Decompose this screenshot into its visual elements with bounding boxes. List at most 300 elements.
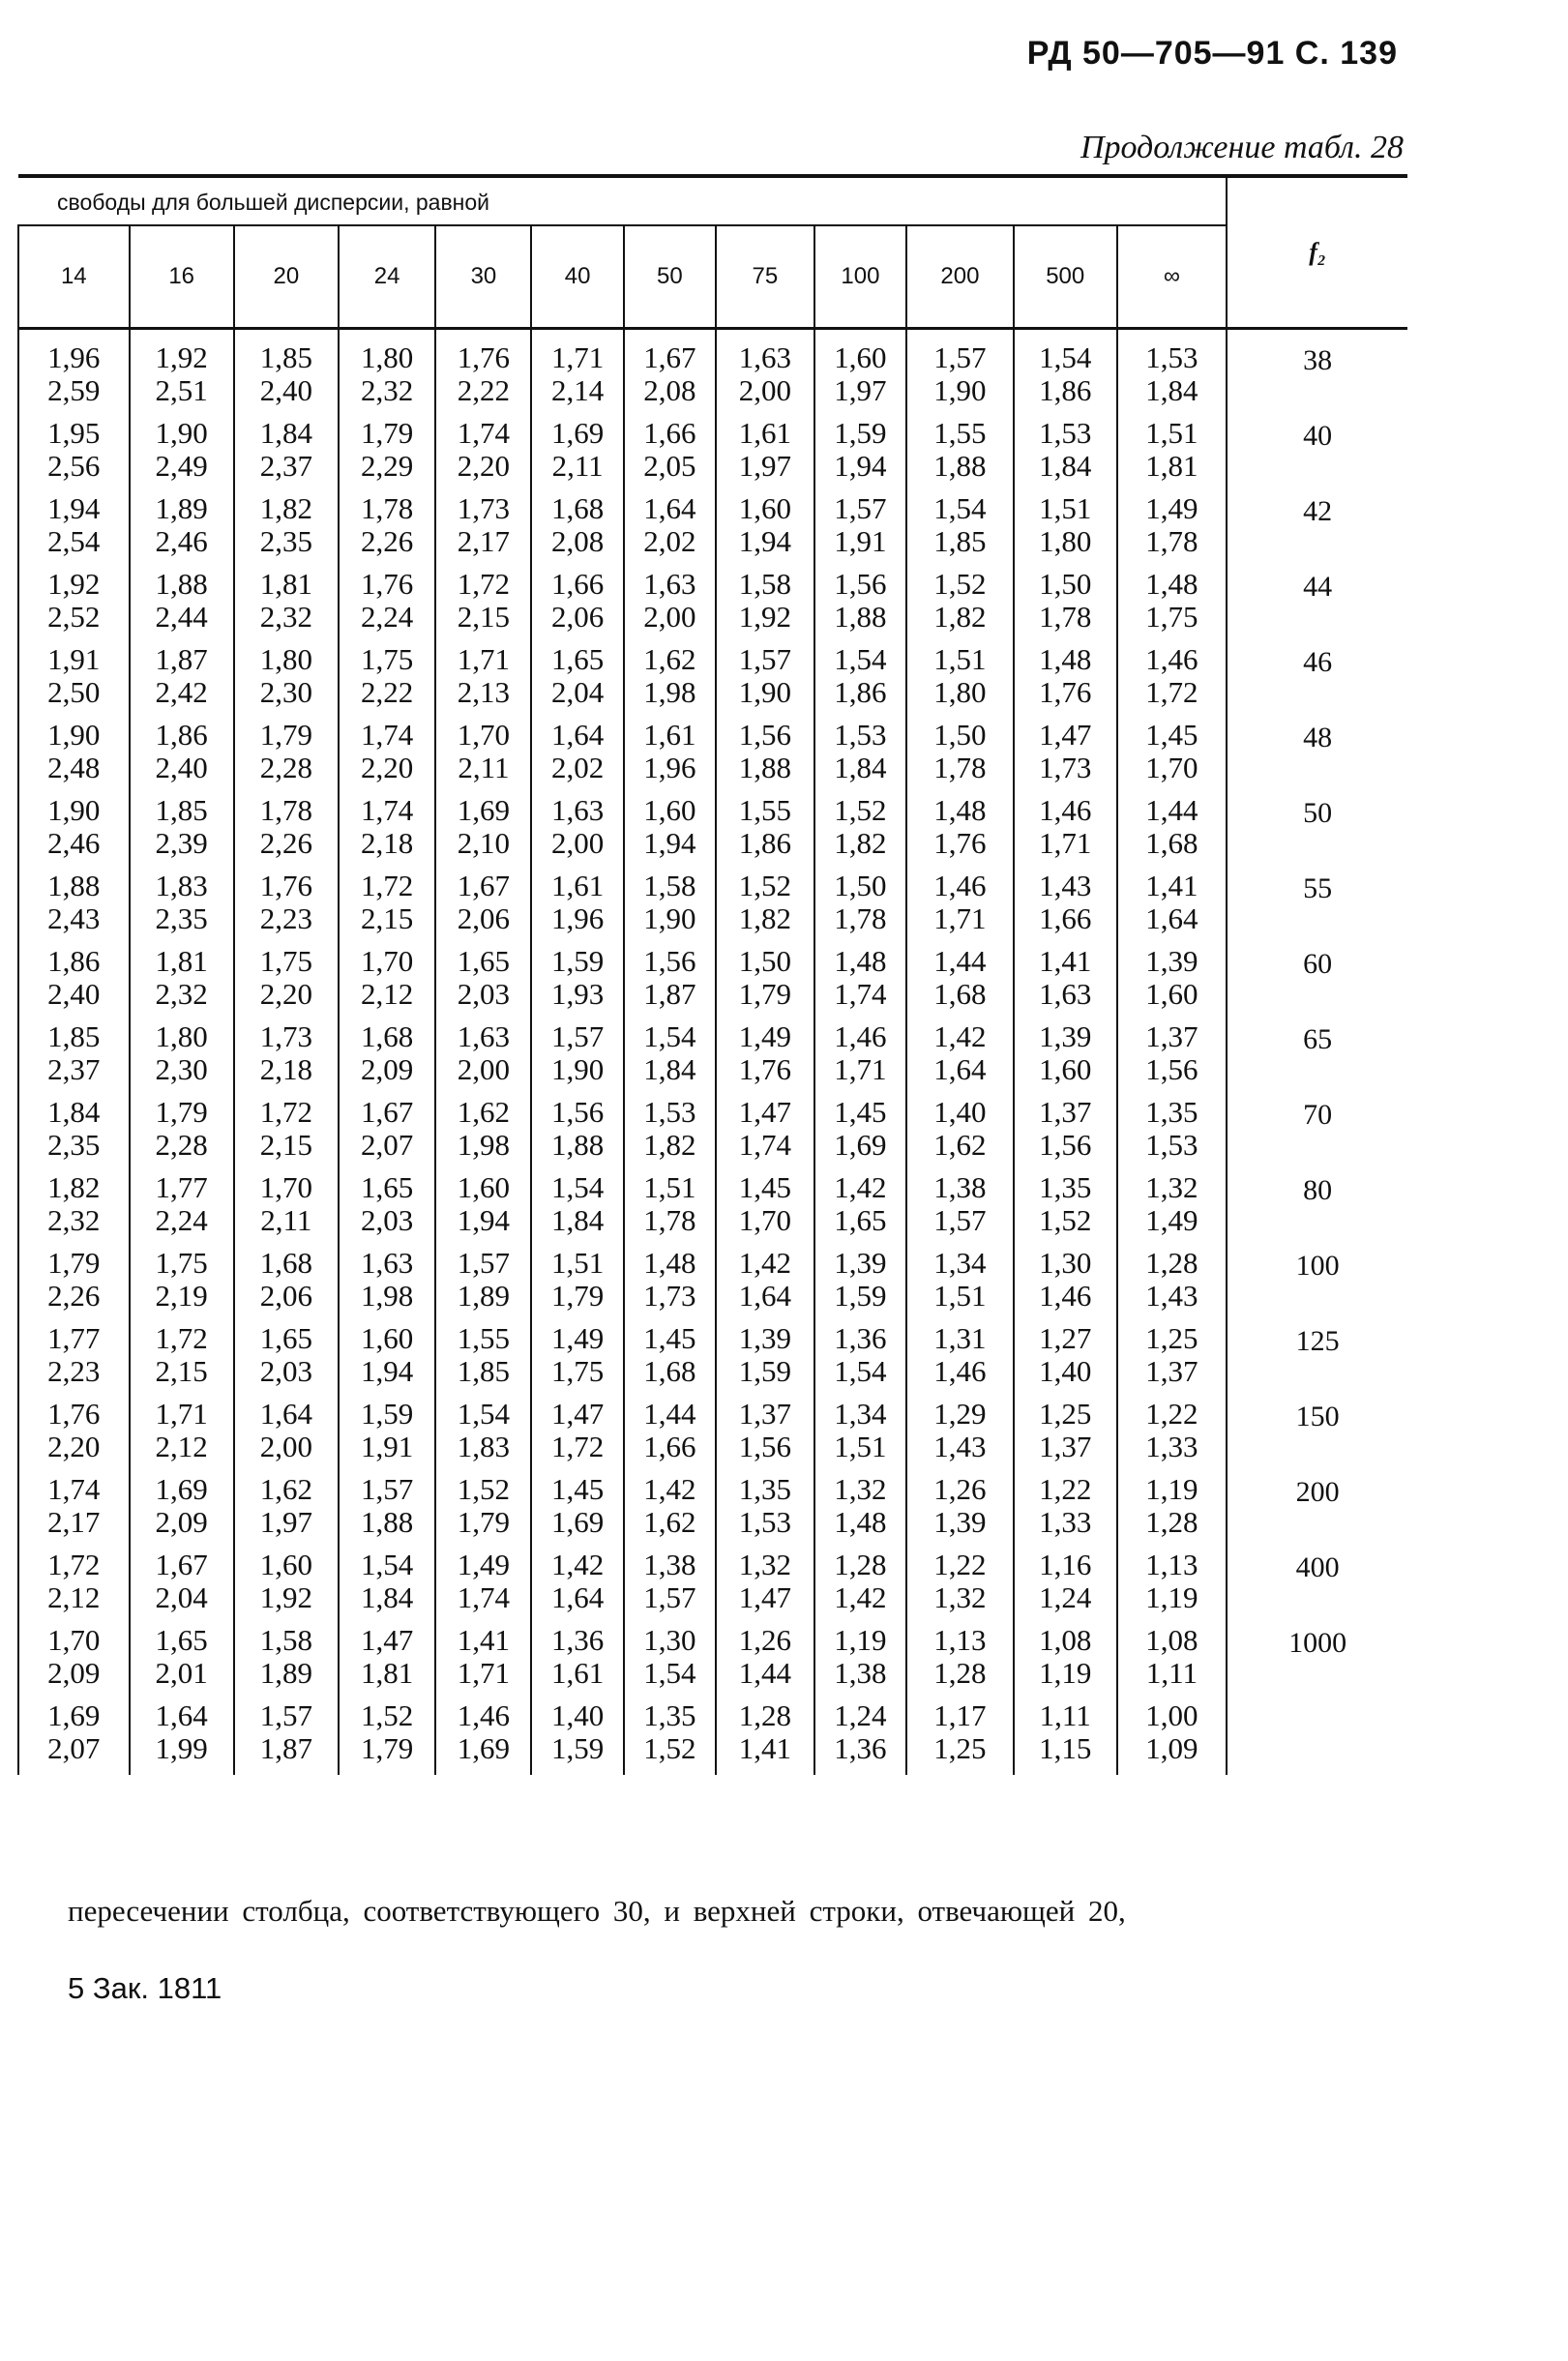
- table-cell: [906, 1398, 1014, 1473]
- column-header: 500: [1014, 225, 1117, 329]
- lower-value: 1,70: [738, 1203, 792, 1237]
- table-cell: [716, 1549, 814, 1624]
- lower-value: 1,66: [1039, 901, 1092, 935]
- upper-value: 1,54: [834, 642, 887, 676]
- upper-value: 1,77: [47, 1321, 101, 1355]
- lower-value: 2,51: [155, 373, 208, 407]
- upper-value: 1,50: [834, 869, 887, 902]
- lower-value: 2,07: [361, 1128, 414, 1162]
- lower-value: 1,97: [259, 1505, 312, 1539]
- upper-value: 1,77: [155, 1170, 208, 1204]
- upper-value: 1,75: [155, 1246, 208, 1280]
- lower-value: 1,83: [457, 1430, 511, 1463]
- upper-value: 1,64: [259, 1397, 312, 1431]
- upper-value: 1,44: [643, 1397, 696, 1431]
- upper-value: 1,35: [738, 1472, 792, 1506]
- table-cell: [18, 794, 130, 870]
- table-cell: [531, 1624, 623, 1699]
- upper-value: 1,41: [457, 1623, 511, 1657]
- upper-value: 1,26: [933, 1472, 987, 1506]
- upper-value: 1,62: [259, 1472, 312, 1506]
- table-cell: [339, 1398, 435, 1473]
- upper-value: 1,22: [1145, 1397, 1198, 1431]
- table-cell: [1117, 1322, 1228, 1398]
- lower-value: 2,15: [457, 600, 511, 634]
- lower-value: 2,06: [457, 901, 511, 935]
- lower-value: 1,51: [933, 1279, 987, 1313]
- table-cell: [339, 492, 435, 568]
- table-cell: [435, 1020, 531, 1096]
- lower-value: 2,20: [47, 1430, 101, 1463]
- table-cell: [130, 417, 234, 492]
- table-cell: [716, 1247, 814, 1322]
- table-cell: [716, 870, 814, 945]
- upper-value: 1,60: [259, 1548, 312, 1581]
- lower-value: 1,51: [834, 1430, 887, 1463]
- upper-value: 1,82: [259, 491, 312, 525]
- table-cell: [624, 1096, 716, 1171]
- table-cell: [906, 1096, 1014, 1171]
- table-cell: [339, 1322, 435, 1398]
- lower-value: 2,19: [155, 1279, 208, 1313]
- upper-value: 1,25: [1039, 1397, 1092, 1431]
- lower-value: 1,48: [834, 1505, 887, 1539]
- upper-value: 1,42: [738, 1246, 792, 1280]
- upper-value: 1,61: [643, 718, 696, 752]
- table-cell: [339, 794, 435, 870]
- table-cell: [18, 417, 130, 492]
- upper-value: 1,59: [551, 944, 605, 978]
- lower-value: 1,57: [643, 1580, 696, 1614]
- upper-value: 1,57: [259, 1698, 312, 1732]
- table-cell: [624, 1322, 716, 1398]
- lower-value: 1,82: [643, 1128, 696, 1162]
- table-cell: [716, 1171, 814, 1247]
- table-cell: [906, 1699, 1014, 1775]
- table-cell: [906, 870, 1014, 945]
- table-cell: [1014, 1171, 1117, 1247]
- upper-value: 1,47: [551, 1397, 605, 1431]
- upper-value: 1,51: [643, 1170, 696, 1204]
- table-cell: [814, 417, 906, 492]
- table-cell: [716, 1624, 814, 1699]
- upper-value: 1,51: [551, 1246, 605, 1280]
- table-cell: [716, 1322, 814, 1398]
- table-cell: [18, 870, 130, 945]
- upper-value: 1,79: [47, 1246, 101, 1280]
- lower-value: 2,12: [47, 1580, 101, 1614]
- upper-value: 1,84: [259, 416, 312, 450]
- order-number: 5 Зак. 1811: [68, 1971, 222, 2005]
- lower-value: 1,46: [1039, 1279, 1092, 1313]
- table-cell: [130, 341, 234, 417]
- lower-value: 1,37: [1145, 1354, 1198, 1388]
- upper-value: 1,38: [643, 1548, 696, 1581]
- lower-value: 2,44: [155, 600, 208, 634]
- table-cell: [1117, 341, 1228, 417]
- lower-value: 1,74: [738, 1128, 792, 1162]
- lower-value: 2,49: [155, 449, 208, 483]
- upper-value: 1,28: [738, 1698, 792, 1732]
- f2-value: 125: [1227, 1322, 1407, 1398]
- lower-value: 1,71: [1039, 826, 1092, 860]
- upper-value: 1,74: [361, 718, 414, 752]
- lower-value: 2,14: [551, 373, 605, 407]
- upper-value: 1,82: [47, 1170, 101, 1204]
- table-cell: [531, 870, 623, 945]
- table-cell: [716, 1699, 814, 1775]
- upper-value: 1,54: [361, 1548, 414, 1581]
- upper-value: 1,54: [1039, 340, 1092, 374]
- table-cell: [716, 1096, 814, 1171]
- f2-value: 400: [1227, 1549, 1407, 1624]
- upper-value: 1,46: [834, 1019, 887, 1053]
- upper-value: 1,39: [1039, 1019, 1092, 1053]
- table-cell: [234, 492, 339, 568]
- lower-value: 2,06: [259, 1279, 312, 1313]
- lower-value: 1,92: [259, 1580, 312, 1614]
- upper-value: 1,57: [933, 340, 987, 374]
- lower-value: 2,35: [155, 901, 208, 935]
- upper-value: 1,74: [457, 416, 511, 450]
- lower-value: 2,04: [155, 1580, 208, 1614]
- lower-value: 2,17: [457, 524, 511, 558]
- f-distribution-table: [17, 174, 1407, 1775]
- table-cell: [1117, 945, 1228, 1020]
- upper-value: 1,86: [47, 944, 101, 978]
- table-cell: [435, 794, 531, 870]
- lower-value: 2,00: [643, 600, 696, 634]
- lower-value: 2,26: [259, 826, 312, 860]
- table-cell: [339, 1473, 435, 1549]
- lower-value: 1,75: [1145, 600, 1198, 634]
- lower-value: 1,89: [457, 1279, 511, 1313]
- table-cell: [814, 719, 906, 794]
- table-cell: [234, 1473, 339, 1549]
- table-cell: [531, 1096, 623, 1171]
- lower-value: 2,46: [155, 524, 208, 558]
- lower-value: 1,64: [1145, 901, 1198, 935]
- lower-value: 1,86: [738, 826, 792, 860]
- upper-value: 1,22: [1039, 1472, 1092, 1506]
- upper-value: 1,46: [1039, 793, 1092, 827]
- lower-value: 1,78: [834, 901, 887, 935]
- column-header: 30: [435, 225, 531, 329]
- lower-value: 2,30: [155, 1052, 208, 1086]
- lower-value: 1,15: [1039, 1731, 1092, 1765]
- table-cell: [1117, 417, 1228, 492]
- lower-value: 1,41: [738, 1731, 792, 1765]
- upper-value: 1,92: [47, 567, 101, 601]
- lower-value: 2,03: [361, 1203, 414, 1237]
- table-cell: [18, 945, 130, 1020]
- table-cell: [814, 794, 906, 870]
- upper-value: 1,85: [47, 1019, 101, 1053]
- upper-value: 1,90: [155, 416, 208, 450]
- upper-value: 1,54: [643, 1019, 696, 1053]
- table-cell: [130, 870, 234, 945]
- lower-value: 1,64: [738, 1279, 792, 1313]
- table-cell: [531, 1247, 623, 1322]
- lower-value: 2,52: [47, 600, 101, 634]
- upper-value: 1,71: [551, 340, 605, 374]
- upper-value: 1,63: [551, 793, 605, 827]
- upper-value: 1,00: [1145, 1698, 1198, 1732]
- table-cell: [814, 1020, 906, 1096]
- lower-value: 1,84: [834, 751, 887, 784]
- table-cell: [624, 1171, 716, 1247]
- lower-value: 1,78: [1145, 524, 1198, 558]
- table-cell: [1014, 870, 1117, 945]
- upper-value: 1,24: [834, 1698, 887, 1732]
- lower-value: 2,32: [155, 977, 208, 1011]
- lower-value: 1,81: [1145, 449, 1198, 483]
- upper-value: 1,30: [1039, 1246, 1092, 1280]
- table-cell: [1117, 1699, 1228, 1775]
- upper-value: 1,08: [1145, 1623, 1198, 1657]
- lower-value: 2,00: [551, 826, 605, 860]
- lower-value: 2,32: [47, 1203, 101, 1237]
- table-row: [18, 492, 1407, 568]
- lower-value: 1,53: [738, 1505, 792, 1539]
- table-cell: [18, 1398, 130, 1473]
- upper-value: 1,96: [47, 340, 101, 374]
- upper-value: 1,74: [361, 793, 414, 827]
- table-cell: [1014, 1096, 1117, 1171]
- lower-value: 2,12: [155, 1430, 208, 1463]
- lower-value: 1,49: [1145, 1203, 1198, 1237]
- table-cell: [1117, 1549, 1228, 1624]
- upper-value: 1,75: [259, 944, 312, 978]
- table-cell: [18, 1096, 130, 1171]
- table-cell: [1117, 870, 1228, 945]
- table-cell: [531, 1549, 623, 1624]
- upper-value: 1,30: [643, 1623, 696, 1657]
- table-cell: [624, 417, 716, 492]
- upper-value: 1,49: [738, 1019, 792, 1053]
- upper-value: 1,81: [155, 944, 208, 978]
- lower-value: 2,05: [643, 449, 696, 483]
- upper-value: 1,81: [259, 567, 312, 601]
- table-cell: [234, 643, 339, 719]
- upper-value: 1,52: [933, 567, 987, 601]
- table-cell: [339, 568, 435, 643]
- table-cell: [339, 1171, 435, 1247]
- upper-value: 1,72: [361, 869, 414, 902]
- lower-value: 1,96: [551, 901, 605, 935]
- f2-value: 38: [1227, 341, 1407, 417]
- f2-value: 46: [1227, 643, 1407, 719]
- table-cell: [130, 1096, 234, 1171]
- table-cell: [1014, 1247, 1117, 1322]
- upper-value: 1,76: [259, 869, 312, 902]
- upper-value: 1,72: [155, 1321, 208, 1355]
- table-cell: [906, 719, 1014, 794]
- lower-value: 2,20: [259, 977, 312, 1011]
- lower-value: 1,94: [738, 524, 792, 558]
- lower-value: 2,09: [155, 1505, 208, 1539]
- table-cell: [624, 341, 716, 417]
- table-cell: [1117, 643, 1228, 719]
- lower-value: 1,94: [834, 449, 887, 483]
- upper-value: 1,41: [1039, 944, 1092, 978]
- table-cell: [814, 870, 906, 945]
- upper-value: 1,56: [834, 567, 887, 601]
- upper-value: 1,69: [457, 793, 511, 827]
- table-row: [18, 1473, 1407, 1549]
- upper-value: 1,90: [47, 793, 101, 827]
- lower-value: 2,07: [47, 1731, 101, 1765]
- lower-value: 1,88: [933, 449, 987, 483]
- upper-value: 1,22: [933, 1548, 987, 1581]
- f2-value: 1000: [1227, 1624, 1407, 1699]
- upper-value: 1,49: [551, 1321, 605, 1355]
- upper-value: 1,80: [361, 340, 414, 374]
- lower-value: 1,87: [259, 1731, 312, 1765]
- column-header: 14: [18, 225, 130, 329]
- table-cell: [435, 1398, 531, 1473]
- table-cell: [1117, 1398, 1228, 1473]
- table-cell: [1014, 1549, 1117, 1624]
- table-cell: [624, 1699, 716, 1775]
- table-cell: [435, 1171, 531, 1247]
- table-row: [18, 1624, 1407, 1699]
- upper-value: 1,85: [155, 793, 208, 827]
- lower-value: 2,09: [361, 1052, 414, 1086]
- f2-value: 44: [1227, 568, 1407, 643]
- upper-value: 1,47: [361, 1623, 414, 1657]
- table-cell: [814, 1699, 906, 1775]
- upper-value: 1,84: [47, 1095, 101, 1129]
- table-cell: [624, 945, 716, 1020]
- lower-value: 2,10: [457, 826, 511, 860]
- table-cell: [531, 1398, 623, 1473]
- lower-value: 1,84: [1145, 373, 1198, 407]
- upper-value: 1,69: [155, 1472, 208, 1506]
- upper-value: 1,42: [933, 1019, 987, 1053]
- table-cell: [130, 643, 234, 719]
- upper-value: 1,55: [933, 416, 987, 450]
- f2-value: 55: [1227, 870, 1407, 945]
- upper-value: 1,13: [933, 1623, 987, 1657]
- upper-value: 1,67: [643, 340, 696, 374]
- upper-value: 1,19: [834, 1623, 887, 1657]
- upper-value: 1,61: [738, 416, 792, 450]
- upper-value: 1,35: [643, 1698, 696, 1732]
- upper-value: 1,74: [47, 1472, 101, 1506]
- table-cell: [234, 1322, 339, 1398]
- lower-value: 1,24: [1039, 1580, 1092, 1614]
- table-cell: [130, 719, 234, 794]
- table-cell: [1014, 1398, 1117, 1473]
- upper-value: 1,69: [47, 1698, 101, 1732]
- table-cell: [624, 492, 716, 568]
- upper-value: 1,85: [259, 340, 312, 374]
- upper-value: 1,42: [643, 1472, 696, 1506]
- lower-value: 2,50: [47, 675, 101, 709]
- table-cell: [814, 1096, 906, 1171]
- upper-value: 1,45: [551, 1472, 605, 1506]
- upper-value: 1,76: [457, 340, 511, 374]
- lower-value: 1,56: [1039, 1128, 1092, 1162]
- lower-value: 2,40: [259, 373, 312, 407]
- lower-value: 2,48: [47, 751, 101, 784]
- lower-value: 1,54: [834, 1354, 887, 1388]
- lower-value: 1,53: [1145, 1128, 1198, 1162]
- upper-value: 1,60: [457, 1170, 511, 1204]
- lower-value: 1,60: [1145, 977, 1198, 1011]
- upper-value: 1,56: [738, 718, 792, 752]
- table-cell: [1014, 568, 1117, 643]
- f2-value: 60: [1227, 945, 1407, 1020]
- upper-value: 1,52: [361, 1698, 414, 1732]
- table-cell: [906, 568, 1014, 643]
- upper-value: 1,39: [834, 1246, 887, 1280]
- upper-value: 1,41: [1145, 869, 1198, 902]
- lower-value: 1,96: [643, 751, 696, 784]
- lower-value: 1,94: [457, 1203, 511, 1237]
- upper-value: 1,58: [259, 1623, 312, 1657]
- upper-value: 1,32: [834, 1472, 887, 1506]
- column-header: 50: [624, 225, 716, 329]
- upper-value: 1,65: [259, 1321, 312, 1355]
- column-header: 75: [716, 225, 814, 329]
- lower-value: 2,04: [551, 675, 605, 709]
- lower-value: 2,15: [361, 901, 414, 935]
- upper-value: 1,11: [1039, 1698, 1091, 1732]
- table-cell: [339, 643, 435, 719]
- lower-value: 1,72: [551, 1430, 605, 1463]
- table-cell: [435, 1247, 531, 1322]
- upper-value: 1,57: [834, 491, 887, 525]
- table-cell: [814, 643, 906, 719]
- upper-value: 1,65: [361, 1170, 414, 1204]
- upper-value: 1,67: [457, 869, 511, 902]
- table-cell: [435, 1473, 531, 1549]
- table-cell: [814, 1171, 906, 1247]
- lower-value: 1,79: [738, 977, 792, 1011]
- upper-value: 1,51: [933, 642, 987, 676]
- upper-value: 1,88: [47, 869, 101, 902]
- lower-value: 2,35: [47, 1128, 101, 1162]
- table-cell: [130, 1699, 234, 1775]
- lower-value: 2,40: [47, 977, 101, 1011]
- lower-value: 1,92: [738, 600, 792, 634]
- table-cell: [531, 1171, 623, 1247]
- upper-value: 1,43: [1039, 869, 1092, 902]
- table-cell: [1014, 492, 1117, 568]
- lower-value: 1,59: [834, 1279, 887, 1313]
- page-reference: РД 50—705—91 С. 139: [1026, 35, 1398, 72]
- table-cell: [814, 1473, 906, 1549]
- lower-value: 2,29: [361, 449, 414, 483]
- upper-value: 1,73: [259, 1019, 312, 1053]
- lower-value: 1,54: [643, 1656, 696, 1690]
- table-cell: [130, 1322, 234, 1398]
- table-cell: [906, 1247, 1014, 1322]
- upper-value: 1,40: [933, 1095, 987, 1129]
- upper-value: 1,60: [361, 1321, 414, 1355]
- lower-value: 1,91: [361, 1430, 414, 1463]
- lower-value: 2,43: [47, 901, 101, 935]
- table-cell: [1117, 568, 1228, 643]
- lower-value: 1,76: [1039, 675, 1092, 709]
- table-cell: [339, 1624, 435, 1699]
- upper-value: 1,48: [933, 793, 987, 827]
- upper-value: 1,27: [1039, 1321, 1092, 1355]
- upper-value: 1,50: [1039, 567, 1092, 601]
- lower-value: 1,32: [933, 1580, 987, 1614]
